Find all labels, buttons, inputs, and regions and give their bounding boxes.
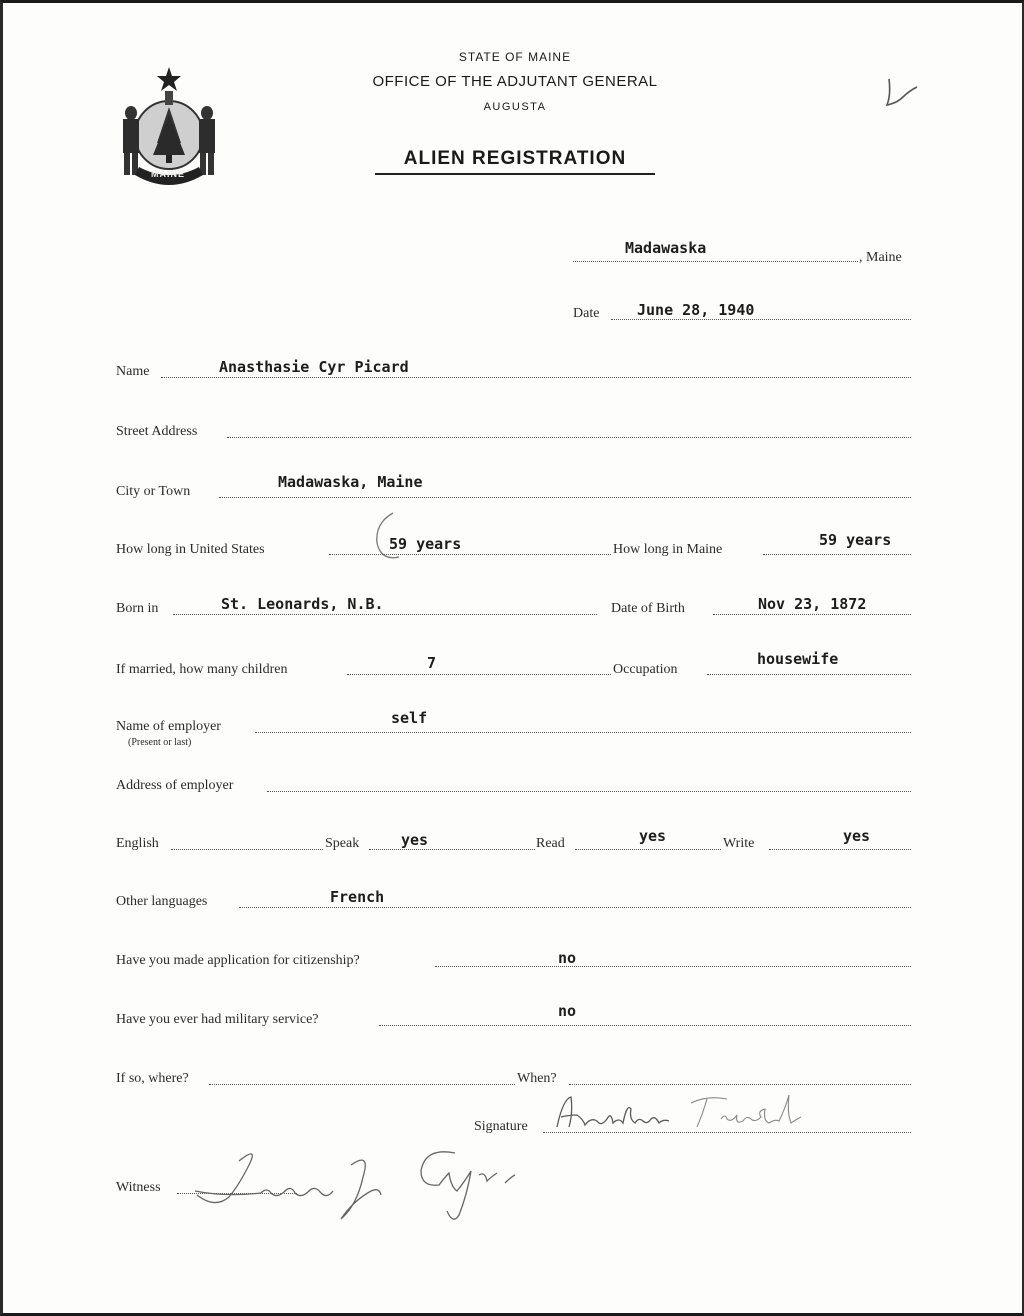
- english-dots: [171, 849, 323, 850]
- dob-label: Date of Birth: [611, 601, 685, 616]
- children-value: 7: [427, 654, 437, 672]
- title-underline: [375, 173, 655, 175]
- employer-addr-dots: [267, 791, 911, 792]
- street-label: Street Address: [116, 424, 198, 439]
- speak-label: Speak: [325, 836, 360, 851]
- write-value: yes: [843, 827, 871, 845]
- born-label: Born in: [116, 601, 159, 616]
- occupation-label: Occupation: [613, 662, 678, 677]
- other-lang-value: French: [330, 888, 385, 906]
- city-dots: [219, 497, 911, 498]
- maine-value: 59 years: [819, 531, 892, 549]
- read-value: yes: [639, 827, 667, 845]
- date-value: June 28, 1940: [637, 301, 755, 319]
- name-value: Anasthasie Cyr Picard: [219, 358, 409, 376]
- dob-value: Nov 23, 1872: [758, 595, 867, 613]
- children-dots: [347, 674, 611, 675]
- when-label: When?: [517, 1071, 557, 1086]
- date-dots: [611, 319, 911, 320]
- header-city: AUGUSTA: [483, 101, 547, 113]
- employer-value: self: [391, 709, 428, 727]
- occupation-value: housewife: [757, 650, 839, 668]
- where-label: If so, where?: [116, 1071, 189, 1086]
- us-label: How long in United States: [116, 542, 265, 557]
- seal-banner-text: MAINE: [151, 169, 185, 179]
- city-value: Madawaska, Maine: [278, 473, 423, 491]
- us-dots: [329, 554, 611, 555]
- born-value: St. Leonards, N.B.: [221, 595, 384, 613]
- us-value: 59 years: [389, 535, 462, 553]
- name-label: Name: [116, 364, 150, 379]
- header-office: OFFICE OF THE ADJUTANT GENERAL: [372, 73, 658, 90]
- signature-label: Signature: [474, 1119, 528, 1134]
- dob-dots: [713, 614, 911, 615]
- citizenship-dots: [435, 966, 911, 967]
- witness-label: Witness: [116, 1180, 161, 1195]
- signature-handwriting: [551, 1089, 821, 1137]
- street-dots: [227, 437, 911, 438]
- witness-handwriting: [175, 1131, 535, 1227]
- other-lang-dots: [239, 907, 911, 908]
- write-dots: [769, 849, 911, 850]
- speak-value: yes: [401, 831, 429, 849]
- employer-addr-label: Address of employer: [116, 778, 234, 793]
- town-suffix: , Maine: [859, 250, 902, 265]
- town-dots: [573, 261, 858, 262]
- military-label: Have you ever had military service?: [116, 1012, 319, 1027]
- header-state: STATE OF MAINE: [458, 50, 572, 64]
- city-label: City or Town: [116, 484, 191, 499]
- read-label: Read: [536, 836, 565, 851]
- date-label: Date: [573, 306, 600, 321]
- employer-dots: [255, 732, 911, 733]
- employer-label: Name of employer: [116, 719, 221, 734]
- employer-sublabel: (Present or last): [128, 737, 192, 748]
- children-label: If married, how many children: [116, 662, 288, 677]
- english-label: English: [116, 836, 159, 851]
- citizenship-label: Have you made application for citizenship?: [116, 953, 360, 968]
- write-label: Write: [723, 836, 755, 851]
- born-dots: [173, 614, 597, 615]
- name-dots: [161, 377, 911, 378]
- occupation-dots: [707, 674, 911, 675]
- town-value: Madawaska: [625, 239, 707, 257]
- military-dots: [379, 1025, 911, 1026]
- read-dots: [575, 849, 721, 850]
- citizenship-value: no: [558, 949, 577, 967]
- maine-dots: [763, 554, 911, 555]
- form-title: ALIEN REGISTRATION: [403, 148, 627, 169]
- where-dots: [209, 1084, 515, 1085]
- military-value: no: [558, 1002, 577, 1020]
- when-dots: [569, 1084, 911, 1085]
- speak-dots: [369, 849, 535, 850]
- maine-label: How long in Maine: [613, 542, 723, 557]
- other-lang-label: Other languages: [116, 894, 208, 909]
